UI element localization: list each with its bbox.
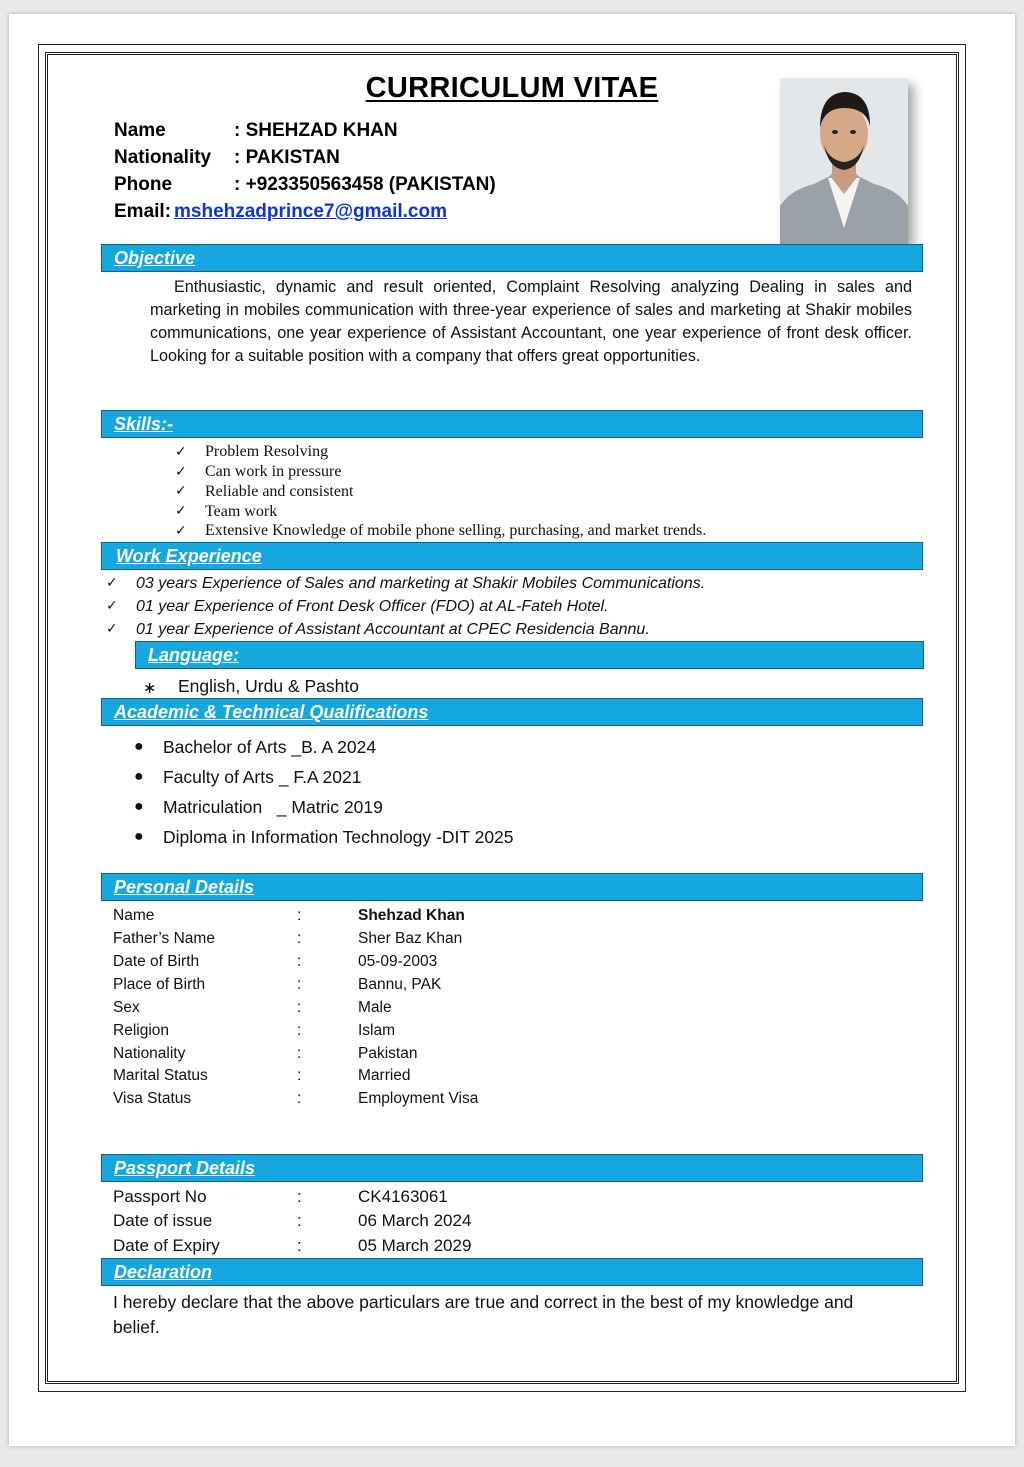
personal-label: Date of Birth — [113, 953, 200, 970]
personal-label: Marital Status — [113, 1067, 208, 1084]
person-photo-icon — [780, 78, 908, 244]
language-list: English, Urdu & Pashto — [178, 676, 359, 696]
section-language-title: Language: — [148, 645, 240, 665]
colon: : — [297, 1067, 302, 1084]
passport-label: Date of Expiry — [113, 1236, 220, 1255]
qualification-item: Faculty of Arts _ F.A 2021 — [163, 767, 362, 787]
personal-value: Pakistan — [358, 1045, 418, 1062]
section-objective-title: Objective — [114, 248, 196, 268]
section-personal — [101, 873, 923, 901]
skill-item: Problem Resolving — [205, 443, 329, 460]
personal-value: Male — [358, 999, 392, 1016]
section-passport — [101, 1154, 923, 1182]
bullet-icon: ● — [134, 738, 144, 755]
section-work-experience — [101, 542, 923, 570]
personal-value: 05-09-2003 — [358, 953, 438, 970]
colon: : — [297, 1022, 302, 1039]
colon: : — [297, 907, 302, 924]
skill-item: Team work — [205, 503, 278, 520]
check-icon: ✓ — [106, 621, 118, 637]
skill-item: Extensive Knowledge of mobile phone selling, purchasing, and market trends. — [205, 522, 707, 539]
work-item: 01 year Experience of Assistant Accountant at CPEC Residencia Bannu. — [136, 621, 650, 638]
personal-label: Nationality — [113, 1045, 186, 1062]
section-skills — [101, 410, 923, 438]
email-link[interactable]: mshehzadprince7@gmail.com — [174, 201, 447, 222]
colon: : — [297, 976, 302, 993]
objective-text: Enthusiastic, dynamic and result oriented, Complaint Resolving analyzing Dealing in sales and marketing in mobiles communication with three-year experience of sales and marketing at Shakir mobiles communications, one year experience of Assistant Accountant, one year experience of front desk officer. Looking for a suitable position with a company that offers great opportunities. — [150, 278, 912, 365]
colon: : — [297, 1090, 302, 1107]
bullet-icon: ● — [134, 828, 144, 845]
colon: : — [297, 930, 302, 947]
section-academic — [101, 698, 923, 726]
header-nationality-label: Nationality — [114, 147, 212, 168]
header-name-value: : SHEHZAD KHAN — [234, 120, 398, 141]
passport-value: 06 March 2024 — [358, 1211, 472, 1230]
check-icon: ✓ — [175, 523, 187, 539]
passport-label: Passport No — [113, 1187, 207, 1206]
personal-value: Employment Visa — [358, 1090, 479, 1107]
qualification-item: Matriculation _ Matric 2019 — [163, 797, 383, 817]
colon: : — [297, 953, 302, 970]
section-personal-title: Personal Details — [114, 877, 255, 897]
header-phone-value: : +923350563458 (PAKISTAN) — [234, 174, 496, 195]
section-skills-title: Skills:- — [114, 414, 174, 434]
skill-item: Can work in pressure — [205, 463, 342, 480]
check-icon: ✓ — [106, 598, 118, 614]
check-icon: ✓ — [106, 575, 118, 591]
section-academic-title: Academic & Technical Qualifications — [114, 702, 429, 722]
work-item: 03 years Experience of Sales and marketing at Shakir Mobiles Communications. — [136, 575, 706, 592]
section-language — [135, 641, 924, 669]
section-declaration — [101, 1258, 923, 1286]
check-icon: ✓ — [175, 483, 187, 499]
header-nationality-value: : PAKISTAN — [234, 147, 340, 168]
personal-value: Sher Baz Khan — [358, 930, 463, 947]
qualification-item: Diploma in Information Technology -DIT 2025 — [163, 827, 514, 847]
colon: : — [297, 999, 302, 1016]
personal-value: Married — [358, 1067, 411, 1084]
personal-label: Name — [113, 907, 155, 924]
asterisk-bullet-icon: ∗ — [143, 680, 157, 697]
passport-value: CK4163061 — [358, 1187, 448, 1206]
colon: : — [297, 1236, 302, 1255]
personal-label: Father’s Name — [113, 930, 215, 947]
bullet-icon: ● — [134, 768, 144, 785]
personal-value: Islam — [358, 1022, 396, 1039]
colon: : — [297, 1045, 302, 1062]
check-icon: ✓ — [175, 503, 187, 519]
check-icon: ✓ — [175, 464, 187, 480]
personal-value: Bannu, PAK — [358, 976, 442, 993]
colon: : — [297, 1187, 302, 1206]
bullet-icon: ● — [134, 798, 144, 815]
section-declaration-title: Declaration — [114, 1262, 213, 1282]
header-email-label: Email: — [114, 201, 172, 222]
qualification-item: Bachelor of Arts _B. A 2024 — [163, 737, 377, 757]
check-icon: ✓ — [175, 444, 187, 460]
section-work-title: Work Experience — [116, 546, 262, 566]
personal-value: Shehzad Khan — [358, 907, 465, 924]
passport-value: 05 March 2029 — [358, 1236, 472, 1255]
profile-photo — [780, 78, 908, 244]
personal-label: Place of Birth — [113, 976, 206, 993]
section-objective — [101, 244, 923, 272]
work-item: 01 year Experience of Front Desk Officer (FDO) at AL-Fateh Hotel. — [136, 598, 609, 615]
header-phone-label: Phone — [114, 174, 173, 195]
passport-label: Date of issue — [113, 1211, 213, 1230]
header-name-label: Name — [114, 120, 166, 141]
personal-label: Visa Status — [113, 1090, 192, 1107]
colon: : — [297, 1211, 302, 1230]
personal-label: Sex — [113, 999, 140, 1016]
section-passport-title: Passport Details — [114, 1158, 256, 1178]
declaration-text: I hereby declare that the above particulars are true and correct in the best of my knowledge and belief. — [113, 1292, 854, 1337]
skill-item: Reliable and consistent — [205, 483, 354, 500]
page-title: CURRICULUM VITAE — [365, 72, 659, 104]
personal-label: Religion — [113, 1022, 170, 1039]
